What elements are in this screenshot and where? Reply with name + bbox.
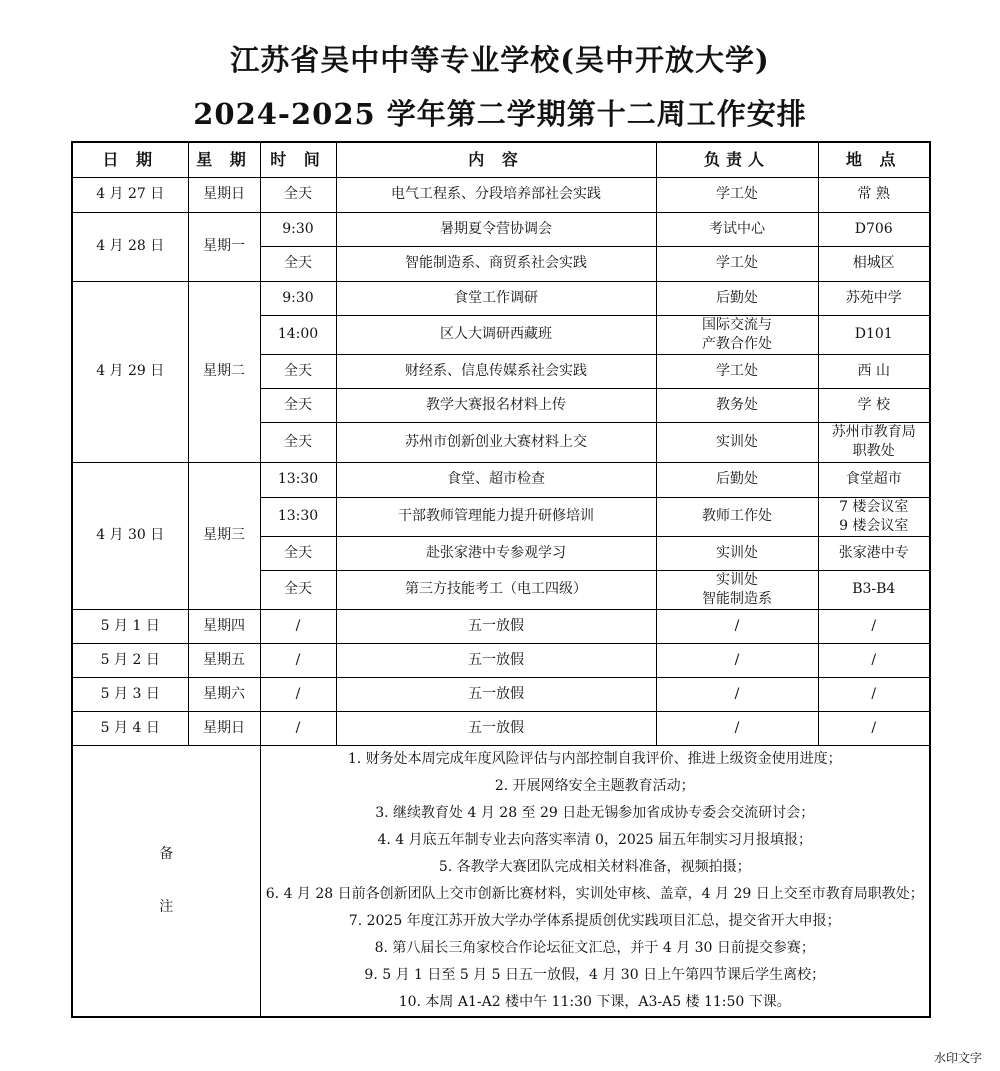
cell-location — [818, 354, 930, 388]
cell-time: 13:30 — [260, 462, 336, 497]
note-item: 10. 本周 A1-A2 楼中午 11:30 下课，A3-A5 楼 11:50 下课。 — [398, 993, 791, 1010]
cell-weekday: 星期五 — [188, 643, 260, 677]
cell-date: 5 月 1 日 — [72, 609, 188, 643]
cell-owner — [656, 643, 818, 677]
cell-date: 5 月 3 日 — [72, 677, 188, 711]
cell-time: 9:30 — [260, 281, 336, 315]
table-row — [72, 677, 930, 711]
cell-location-line: 西 山 — [857, 362, 890, 379]
cell-weekday: 星期四 — [188, 609, 260, 643]
cell-owner — [656, 462, 818, 497]
cell-location-line: D101 — [854, 326, 893, 342]
cell-location — [818, 462, 930, 497]
cell-location — [818, 677, 930, 711]
cell-location-line: / — [871, 651, 877, 668]
cell-location — [818, 497, 930, 536]
notes-label-char: 备 — [159, 845, 174, 862]
cell-time: 14:00 — [260, 315, 336, 354]
table-row — [72, 609, 930, 643]
note-item: 2. 开展网络安全主题教育活动； — [494, 777, 695, 794]
cell-owner-line: 学工处 — [716, 255, 758, 271]
page-title-schedule: 2024-2025 学年第二学期第十二周工作安排 — [193, 97, 807, 131]
cell-owner — [656, 388, 818, 422]
notes-row — [72, 745, 930, 1017]
cell-owner — [656, 281, 818, 315]
cell-owner-line: / — [734, 651, 740, 668]
cell-content: 五一放假 — [336, 643, 656, 677]
schedule-body — [72, 177, 930, 745]
cell-weekday: 星期三 — [188, 462, 260, 609]
cell-location-line: 学 校 — [857, 396, 890, 413]
cell-content: 五一放假 — [336, 711, 656, 745]
cell-content: 区人大调研西藏班 — [336, 315, 656, 354]
note-item: 8. 第八届长三角家校合作论坛征文汇总，并于 4 月 30 日前提交参赛； — [374, 939, 815, 956]
table-row — [72, 643, 930, 677]
cell-content: 食堂工作调研 — [336, 281, 656, 315]
cell-owner-line: 实训处 — [716, 571, 758, 588]
cell-owner — [656, 315, 818, 354]
header-location: 地 点 — [818, 142, 930, 177]
table-row — [72, 177, 930, 212]
note-item: 4. 4 月底五年制专业去向落实率清 0，2025 届五年制实习月报填报； — [377, 831, 813, 848]
cell-owner — [656, 536, 818, 570]
header-owner: 负责人 — [656, 142, 818, 177]
cell-date: 5 月 4 日 — [72, 711, 188, 745]
header-time: 时 间 — [260, 142, 336, 177]
cell-location — [818, 422, 930, 462]
cell-content: 干部教师管理能力提升研修培训 — [336, 497, 656, 536]
cell-location-line: 职教处 — [852, 443, 895, 459]
cell-location-line: D706 — [854, 220, 893, 237]
cell-location — [818, 711, 930, 745]
cell-location — [818, 212, 930, 246]
cell-location — [818, 388, 930, 422]
cell-owner — [656, 570, 818, 609]
cell-time: 全天 — [260, 177, 336, 212]
header-date: 日 期 — [72, 142, 188, 177]
notes-label-char: 注 — [159, 898, 174, 915]
cell-date: 4 月 28 日 — [72, 212, 188, 281]
cell-owner-line: / — [734, 617, 740, 634]
cell-owner-line: 教师工作处 — [702, 508, 772, 524]
cell-date: 5 月 2 日 — [72, 643, 188, 677]
cell-time: 全天 — [260, 388, 336, 422]
cell-location-line: B3-B4 — [852, 581, 896, 597]
cell-owner-line: 国际交流与 — [702, 316, 772, 333]
cell-content: 食堂、超市检查 — [336, 462, 656, 497]
cell-time: / — [260, 609, 336, 643]
cell-content: 苏州市创新创业大赛材料上交 — [336, 422, 656, 462]
cell-location-line: 相城区 — [852, 255, 895, 271]
notes-label — [72, 745, 260, 1017]
note-item: 7. 2025 年度江苏开放大学办学体系提质创优实践项目汇总，提交省开大申报； — [348, 912, 841, 929]
cell-time: 全天 — [260, 422, 336, 462]
cell-time: 全天 — [260, 536, 336, 570]
cell-content: 五一放假 — [336, 609, 656, 643]
cell-location-line: 苏苑中学 — [845, 289, 902, 306]
cell-location-line: / — [871, 719, 877, 736]
cell-owner-line: 学工处 — [716, 186, 758, 202]
cell-content: 智能制造系、商贸系社会实践 — [336, 246, 656, 281]
cell-date: 4 月 29 日 — [72, 281, 188, 462]
table-row — [72, 462, 930, 497]
cell-time: 全天 — [260, 570, 336, 609]
cell-location — [818, 643, 930, 677]
cell-date: 4 月 30 日 — [72, 462, 188, 609]
cell-location — [818, 315, 930, 354]
header-weekday: 星 期 — [188, 142, 260, 177]
cell-time: 全天 — [260, 246, 336, 281]
cell-content: 财经系、信息传媒系社会实践 — [336, 354, 656, 388]
cell-weekday: 星期二 — [188, 281, 260, 462]
cell-owner — [656, 422, 818, 462]
table-row — [72, 281, 930, 315]
cell-owner-line: 实训处 — [716, 544, 758, 561]
cell-weekday: 星期日 — [188, 177, 260, 212]
cell-content: 第三方技能考工（电工四级） — [336, 570, 656, 609]
header-content: 内 容 — [336, 142, 656, 177]
note-item: 6. 4 月 28 日前各创新团队上交市创新比赛材料，实训处审核、盖章，4 月 29 日上交至市教育局职教处； — [265, 885, 924, 902]
cell-location-line: / — [871, 617, 877, 634]
cell-location-line: 苏州市教育局 — [831, 424, 916, 440]
note-item: 1. 财务处本周完成年度风险评估与内部控制自我评价、推进上级资金使用进度； — [347, 750, 842, 767]
cell-owner — [656, 177, 818, 212]
cell-location-line: 常 熟 — [857, 186, 890, 202]
note-item: 9. 5 月 1 日至 5 月 5 日五一放假，4 月 30 日上午第四节课后学生离校； — [364, 966, 826, 983]
cell-owner-line: 考试中心 — [709, 220, 765, 237]
cell-owner-line: 教务处 — [716, 396, 758, 413]
cell-location — [818, 246, 930, 281]
cell-owner — [656, 212, 818, 246]
cell-owner-line: 实训处 — [716, 433, 758, 450]
cell-content: 五一放假 — [336, 677, 656, 711]
cell-weekday: 星期一 — [188, 212, 260, 281]
cell-content: 暑期夏令营协调会 — [336, 212, 656, 246]
cell-time: / — [260, 677, 336, 711]
cell-content: 赴张家港中专参观学习 — [336, 536, 656, 570]
cell-time: 13:30 — [260, 497, 336, 536]
table-row — [72, 212, 930, 246]
watermark-text: 水印文字 — [933, 1051, 982, 1065]
cell-location — [818, 536, 930, 570]
cell-location-line: 张家港中专 — [838, 544, 909, 561]
page-title-school: 江苏省吴中中等专业学校(吴中开放大学) — [230, 43, 770, 77]
cell-location — [818, 177, 930, 212]
cell-content: 教学大赛报名材料上传 — [336, 388, 656, 422]
cell-location-line: / — [871, 685, 877, 702]
cell-owner — [656, 711, 818, 745]
cell-owner-line: 智能制造系 — [702, 590, 772, 607]
table-row — [72, 711, 930, 745]
cell-owner — [656, 354, 818, 388]
note-item: 5. 各教学大赛团队完成相关材料准备，视频拍摄； — [438, 858, 751, 875]
cell-content: 电气工程系、分段培养部社会实践 — [336, 177, 656, 212]
cell-weekday: 星期六 — [188, 677, 260, 711]
cell-location-line: 食堂超市 — [845, 471, 902, 487]
cell-owner — [656, 497, 818, 536]
cell-owner-line: 学工处 — [716, 362, 758, 379]
cell-time: 全天 — [260, 354, 336, 388]
cell-owner — [656, 609, 818, 643]
cell-location-line: 7 楼会议室 — [839, 498, 909, 515]
cell-location — [818, 570, 930, 609]
cell-location — [818, 609, 930, 643]
cell-time: 9:30 — [260, 212, 336, 246]
cell-owner-line: / — [734, 719, 740, 736]
cell-weekday: 星期日 — [188, 711, 260, 745]
cell-owner — [656, 677, 818, 711]
cell-owner-line: / — [734, 685, 740, 702]
cell-owner-line: 产教合作处 — [702, 335, 772, 352]
cell-location-line: 9 楼会议室 — [839, 517, 909, 534]
schedule-table — [71, 141, 931, 1018]
cell-owner-line: 后勤处 — [716, 289, 758, 306]
cell-location — [818, 281, 930, 315]
cell-owner-line: 后勤处 — [716, 471, 758, 487]
table-header-row — [72, 142, 930, 177]
cell-date: 4 月 27 日 — [72, 177, 188, 212]
cell-time: / — [260, 711, 336, 745]
notes-content — [260, 745, 930, 1017]
cell-time: / — [260, 643, 336, 677]
note-item: 3. 继续教育处 4 月 28 至 29 日赴无锡参加省成协专委会交流研讨会； — [375, 804, 815, 821]
cell-owner — [656, 246, 818, 281]
